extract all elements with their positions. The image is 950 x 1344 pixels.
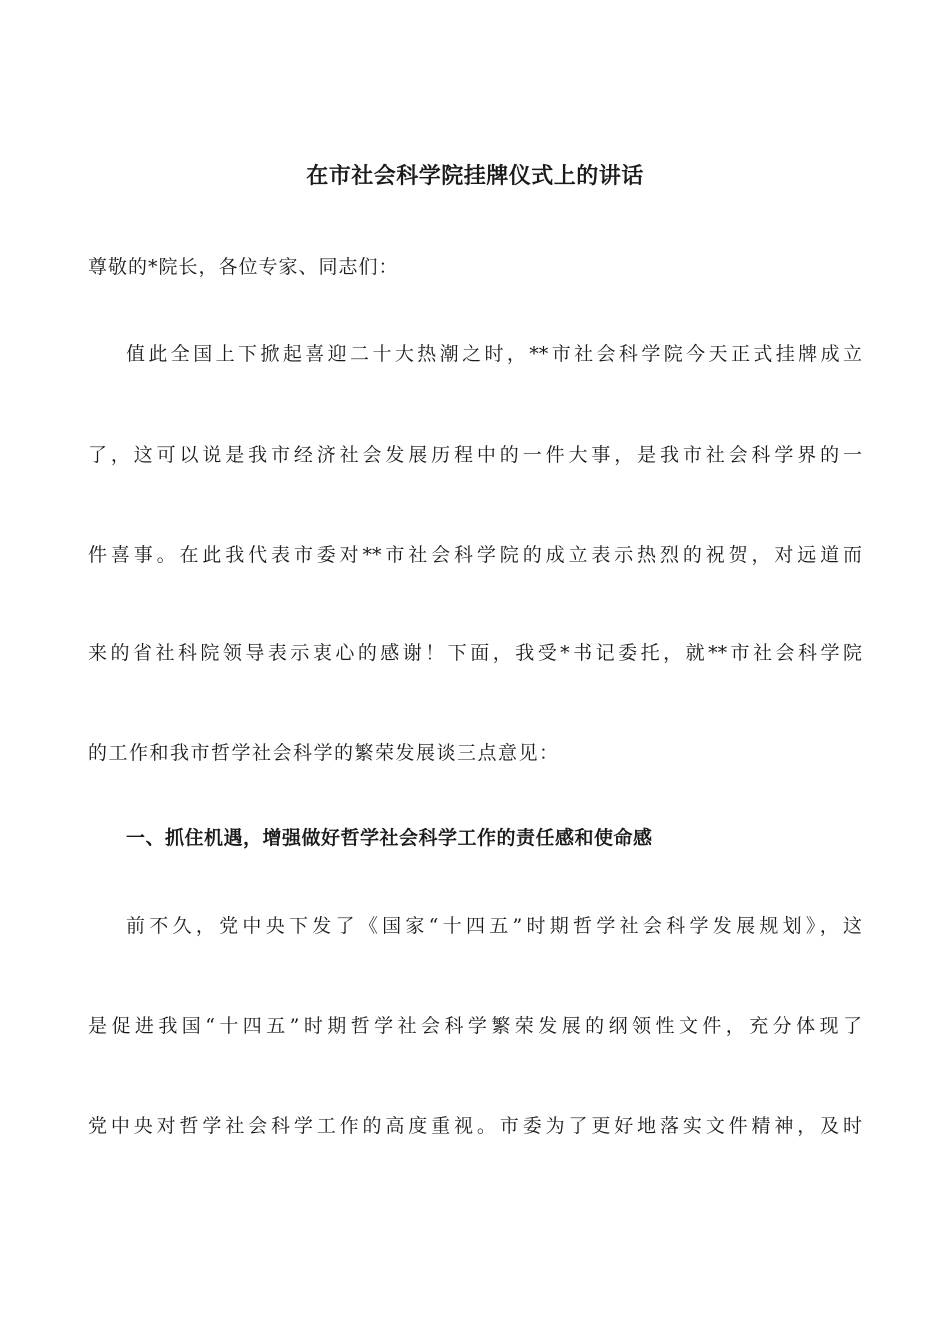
document-title: 在市社会科学院挂牌仪式上的讲话 <box>306 163 644 189</box>
paragraph-1-line-4: 来的省社科院领导表示衷心的感谢！下面，我受*书记委托，就**市社会科学院 <box>88 642 862 664</box>
salutation: 尊敬的*院长，各位专家、同志们： <box>88 256 399 278</box>
paragraph-1-line-3: 件喜事。在此我代表市委对**市社会科学院的成立表示热烈的祝贺，对远道而 <box>88 544 862 566</box>
paragraph-2-line-2: 是促进我国“十四五”时期哲学社会科学繁荣发展的纲领性文件，充分体现了 <box>88 1015 862 1037</box>
paragraph-1-line-5: 的工作和我市哲学社会科学的繁荣发展谈三点意见： <box>88 742 560 764</box>
paragraph-1-line-2: 了，这可以说是我市经济社会发展历程中的一件大事，是我市社会科学界的一 <box>88 444 862 466</box>
section-1-heading: 一、抓住机遇，增强做好哲学社会科学工作的责任感和使命感 <box>126 827 653 849</box>
paragraph-1-line-1: 值此全国上下掀起喜迎二十大热潮之时，**市社会科学院今天正式挂牌成立 <box>126 343 862 365</box>
paragraph-2-line-1: 前不久，党中央下发了《国家“十四五”时期哲学社会科学发展规划》，这 <box>126 915 862 937</box>
paragraph-2-line-3: 党中央对哲学社会科学工作的高度重视。市委为了更好地落实文件精神，及时 <box>88 1115 862 1137</box>
